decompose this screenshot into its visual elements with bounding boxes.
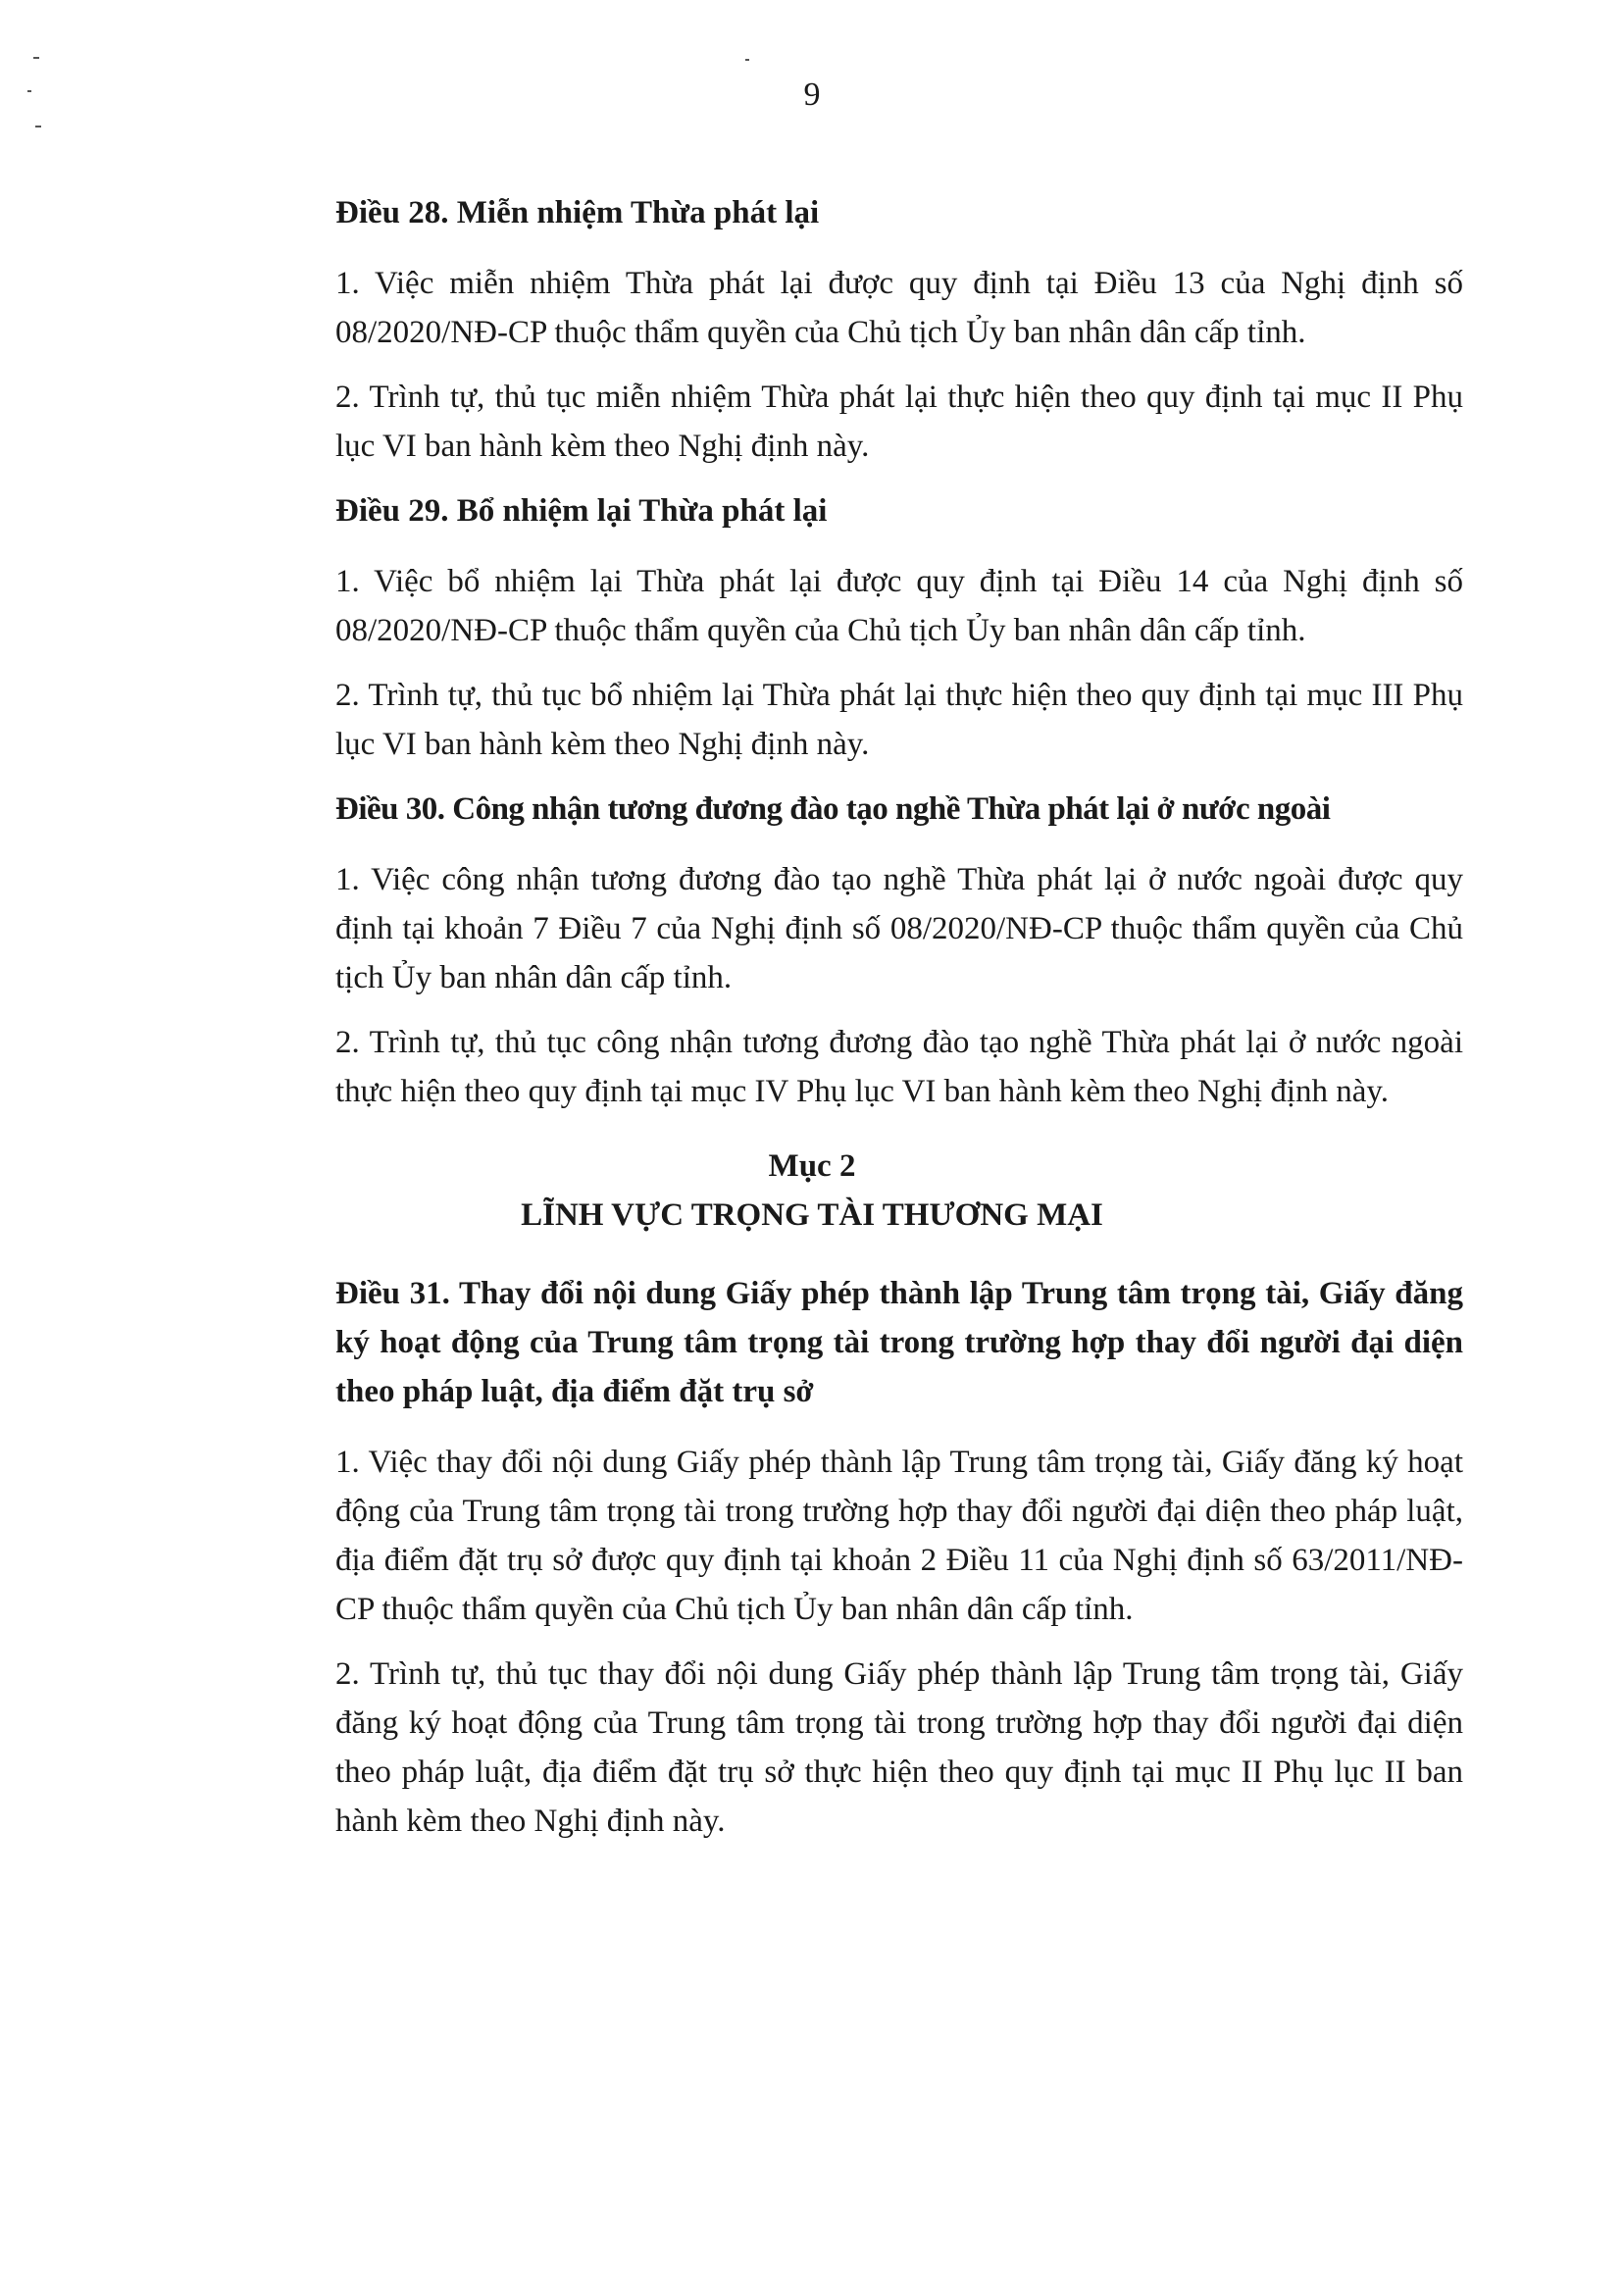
document-body [335,188,1463,1861]
article-paragraph: 2. Trình tự, thủ tục công nhận tương đương đào tạo nghề Thừa phát lại ở nước ngoài thực hiện theo quy định tại mục IV Phụ lục VI ban hành kèm theo Nghị định này. [335,1025,1463,1109]
article-31 [335,1269,1463,1846]
article-paragraph: 1. Việc bổ nhiệm lại Thừa phát lại được quy định tại Điều 14 của Nghị định số 08/2020/NĐ-CP thuộc thẩm quyền của Chủ tịch Ủy ban nhân dân cấp tỉnh. [335,564,1463,648]
section-heading [0,1142,1624,1240]
article-28 [335,188,1463,471]
scan-mark [35,126,41,127]
scan-mark [745,59,749,61]
article-paragraph: 1. Việc miễn nhiệm Thừa phát lại được quy định tại Điều 13 của Nghị định số 08/2020/NĐ-CP thuộc thẩm quyền của Chủ tịch Ủy ban nhân dân cấp tỉnh. [335,266,1463,350]
page-number: 9 [803,76,821,113]
scan-mark [33,57,39,59]
article-paragraph: 1. Việc công nhận tương đương đào tạo nghề Thừa phát lại ở nước ngoài được quy định tại khoản 7 Điều 7 của Nghị định số 08/2020/NĐ-CP thuộc thẩm quyền của Chủ tịch Ủy ban nhân dân cấp tỉnh. [335,862,1463,995]
article-29 [335,486,1463,769]
article-heading: Điều 28. Miễn nhiệm Thừa phát lại [335,195,820,230]
article-paragraph: 1. Việc thay đổi nội dung Giấy phép thành lập Trung tâm trọng tài, Giấy đăng ký hoạt động của Trung tâm trọng tài trong trường hợp thay đổi người đại diện theo pháp luật, địa điểm đặt trụ sở được quy định tại khoản 2 Điều 11 của Nghị định số 63/2011/NĐ-CP thuộc thẩm quyền của Chủ tịch Ủy ban nhân dân cấp tỉnh. [335,1445,1463,1627]
article-heading: Điều 30. Công nhận tương đương đào tạo nghề Thừa phát lại ở nước ngoài [335,791,1331,827]
article-heading: Điều 29. Bổ nhiệm lại Thừa phát lại [335,493,828,529]
article-paragraph: 2. Trình tự, thủ tục thay đổi nội dung Giấy phép thành lập Trung tâm trọng tài, Giấy đăng ký hoạt động của Trung tâm trọng tài trong trường hợp thay đổi người đại diện theo pháp luật, địa điểm đặt trụ sở thực hiện theo quy định tại mục II Phụ lục II ban hành kèm theo Nghị định này. [335,1656,1463,1839]
section-label: Mục 2 [768,1148,856,1184]
article-heading: Điều 31. Thay đổi nội dung Giấy phép thành lập Trung tâm trọng tài, Giấy đăng ký hoạt động của Trung tâm trọng tài trong trường hợp thay đổi người đại diện theo pháp luật, địa điểm đặt trụ sở [335,1276,1463,1409]
article-paragraph: 2. Trình tự, thủ tục miễn nhiệm Thừa phát lại thực hiện theo quy định tại mục II Phụ lục VI ban hành kèm theo Nghị định này. [335,380,1463,464]
article-30 [335,785,1463,1116]
article-paragraph: 2. Trình tự, thủ tục bổ nhiệm lại Thừa phát lại thực hiện theo quy định tại mục III Phụ lục VI ban hành kèm theo Nghị định này. [335,678,1463,762]
section-title: LĨNH VỰC TRỌNG TÀI THƯƠNG MẠI [521,1197,1103,1233]
